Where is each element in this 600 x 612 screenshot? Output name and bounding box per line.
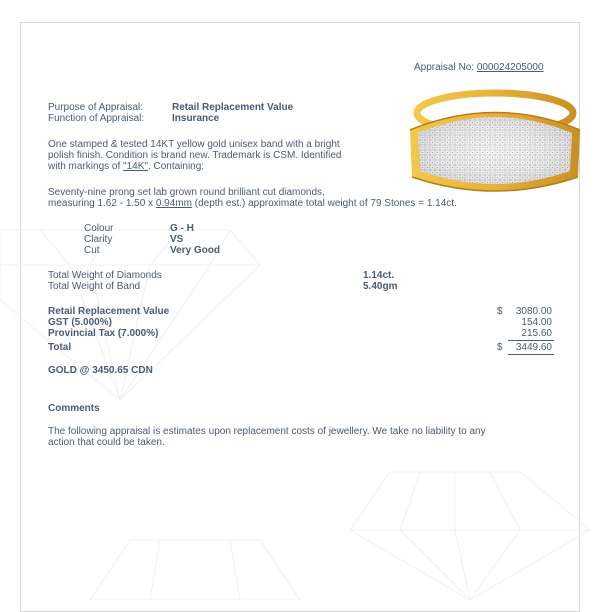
function-value: Insurance: [172, 113, 220, 124]
appraisal-no: [414, 62, 544, 73]
description-marking: "14K": [123, 161, 148, 172]
diamond-weight-label: Total Weight of Diamonds: [48, 270, 162, 281]
appraisal-no-label: Appraisal No:: [414, 62, 475, 73]
cut-value: Very Good: [170, 245, 221, 256]
colour-label: Colour: [84, 223, 114, 234]
subtotal-rule: [508, 340, 554, 341]
total-label: Total: [48, 342, 72, 353]
description-line-1: One stamped & tested 14KT yellow gold unisex band with a bright: [48, 139, 340, 150]
retail-currency: $: [497, 306, 503, 317]
clarity-value: VS: [170, 234, 184, 245]
stones-line-2-pre: measuring 1.62 - 1.50 x: [48, 198, 156, 209]
stones-line-2: [48, 198, 457, 209]
description-line-3-post: . Containing:: [147, 161, 205, 172]
function-label: Function of Appraisal:: [48, 113, 145, 124]
pst-amount: 215.60: [521, 328, 552, 339]
pst-label: Provincial Tax (7.000%): [48, 328, 159, 339]
description-line-3-pre: with markings of: [48, 161, 124, 172]
gold-price: GOLD @ 3450.65 CDN: [48, 365, 153, 376]
stones-depth: 0.94mm: [155, 198, 192, 209]
purpose-value: Retail Replacement Value: [172, 102, 294, 113]
description-line-2: polish finish. Condition is brand new. Trademark is CSM. Identified: [48, 150, 342, 161]
clarity-label: Clarity: [84, 234, 113, 245]
purpose-label: Purpose of Appraisal:: [48, 102, 144, 113]
comments-line-1: The following appraisal is estimates upon replacement costs of jewellery. We take no liability to any: [48, 426, 486, 437]
band-weight-value: 5.40gm: [363, 281, 398, 292]
colour-value: G - H: [170, 223, 194, 234]
retail-amount: 3080.00: [515, 306, 552, 317]
comments-heading: Comments: [48, 403, 100, 414]
appraisal-no-value: 000024205000: [476, 62, 544, 73]
band-weight-label: Total Weight of Band: [48, 281, 141, 292]
diamond-weight-value: 1.14ct.: [363, 270, 395, 281]
stones-line-1: Seventy-nine prong set lab grown round brilliant cut diamonds,: [48, 187, 325, 198]
cut-label: Cut: [84, 245, 100, 256]
total-currency: $: [497, 342, 503, 353]
comments-line-2: action that could be taken.: [48, 437, 165, 448]
retail-value-label: Retail Replacement Value: [48, 306, 170, 317]
total-amount: 3449.60: [515, 342, 552, 353]
gst-label: GST (5.000%): [48, 317, 112, 328]
stones-line-2-post: (depth est.) approximate total weight of 79 Stones = 1.14ct.: [191, 198, 457, 209]
gst-amount: 154.00: [521, 317, 552, 328]
gold-ring-image: [390, 85, 600, 210]
total-rule: [508, 354, 554, 355]
description-line-3: [48, 161, 204, 172]
